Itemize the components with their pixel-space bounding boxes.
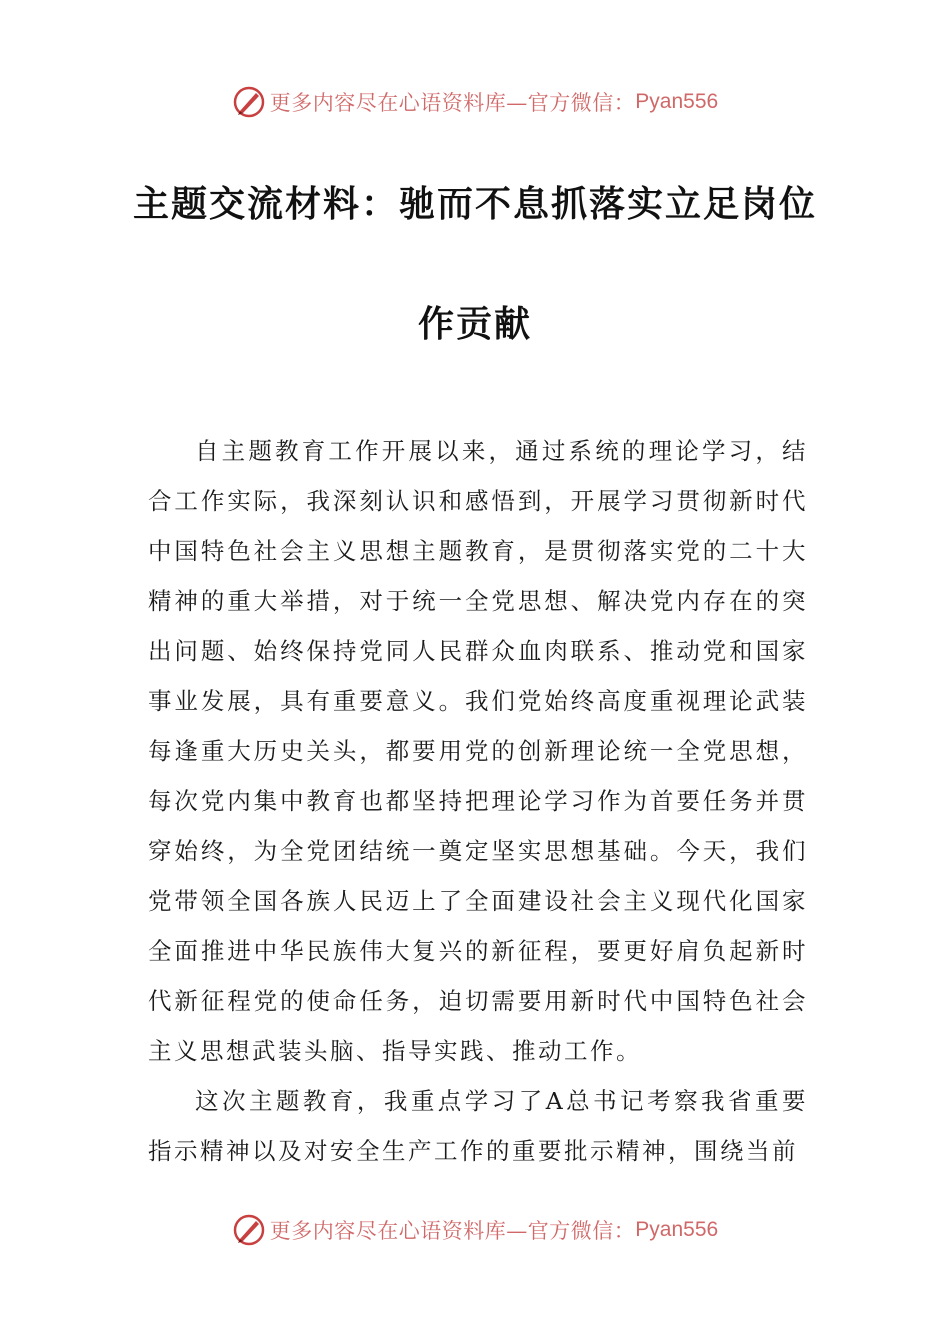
- watermark-wechat-id: Pyan556: [635, 1218, 719, 1241]
- watermark-text: 更多内容尽在心语资料库—官方微信：: [269, 91, 636, 115]
- watermark-wechat-id: Pyan556: [635, 90, 719, 113]
- header-watermark: [0, 82, 950, 122]
- paragraph-2: 这次主题教育，我重点学习了A总书记考察我省重要指示精神以及对安全生产工作的重要批示精神，围绕当前: [148, 1087, 808, 1165]
- document-body: [148, 426, 808, 1176]
- paragraph-1: 自主题教育工作开展以来，通过系统的理论学习，结合工作实际，我深刻认识和感悟到，开展学习贯彻新时代中国特色社会主义思想主题教育，是贯彻落实党的二十大精神的重大举措，对于统一全党思想、解决党内存在的突出问题、始终保持党同人民群众血肉联系、推动党和国家事业发展，具有重要意义。我们党始终高度重视理论武装每逢重大历史关头，都要用党的创新理论统一全党思想，每次党内集中教育也都坚持把理论学习作为首要任务并贯穿始终，为全党团结统一奠定坚实思想基础。今天，我们党带领全国各族人民迈上了全面建设社会主义现代化国家全面推进中华民族伟大复兴的新征程，要更好肩负起新时代新征程党的使命任务，迫切需要用新时代中国特色社会主义思想武装头脑、指导实践、推动工作。: [148, 437, 808, 1065]
- footer-watermark: [0, 1210, 950, 1250]
- document-title-line-2: 作贡献: [417, 304, 532, 345]
- document-title-line-1: 主题交流材料：驰而不息抓落实立足岗位: [132, 184, 817, 225]
- watermark-text: 更多内容尽在心语资料库—官方微信：: [269, 1219, 636, 1243]
- pen-logo-icon: [232, 1213, 266, 1247]
- pen-logo-icon: [232, 85, 266, 119]
